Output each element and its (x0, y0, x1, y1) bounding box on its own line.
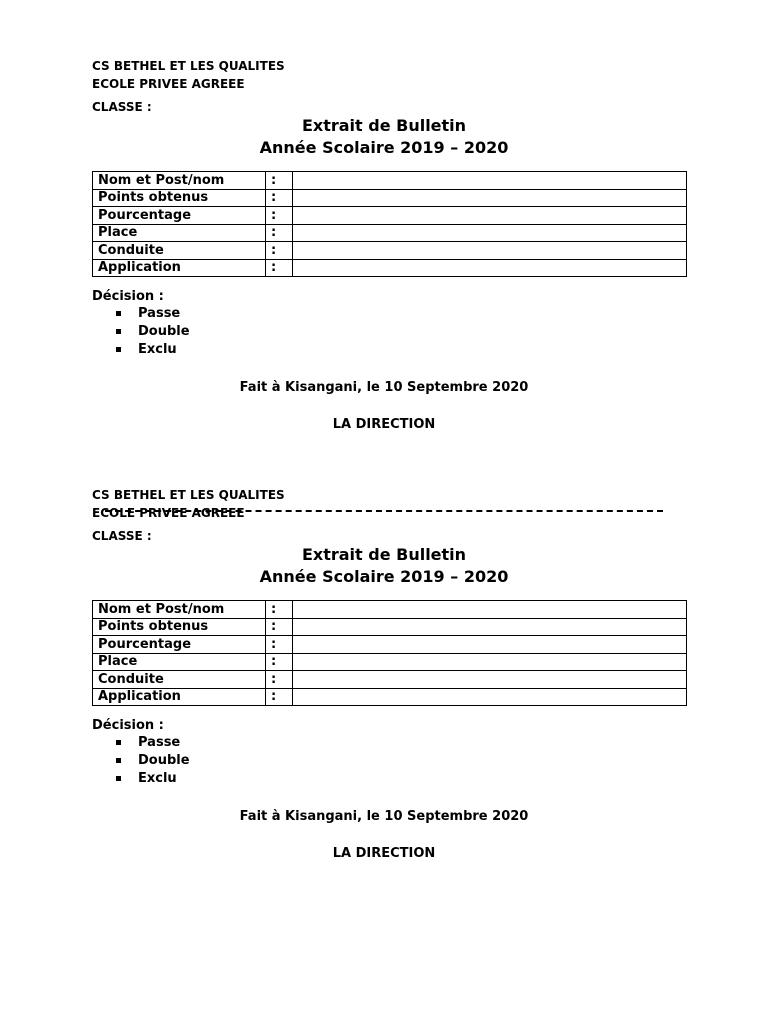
school-year: Année Scolaire 2019 – 2020 (259, 138, 509, 157)
row-value (293, 242, 687, 260)
school-name: CS BETHEL ET LES QUALITES (92, 488, 285, 502)
decision-option-passe: Passe (138, 306, 181, 321)
table-row (93, 653, 687, 671)
table-row (93, 671, 687, 689)
signatory: LA DIRECTION (332, 417, 436, 432)
square-bullet-icon (116, 776, 121, 781)
school-type: ECOLE PRIVEE AGREEE (92, 506, 245, 520)
table-row (93, 259, 687, 277)
decision-option-exclu: Exclu (138, 771, 177, 786)
row-label: Nom et Post/nom (93, 172, 266, 190)
row-colon: : (266, 224, 293, 242)
decision-label: Décision : (92, 289, 164, 304)
table-row (93, 224, 687, 242)
decision-option-double: Double (138, 753, 190, 768)
row-value (293, 172, 687, 190)
table-row (93, 242, 687, 260)
row-colon: : (266, 688, 293, 706)
student-info-table (92, 600, 687, 706)
row-colon: : (266, 189, 293, 207)
row-label: Application (93, 259, 266, 277)
table-row (93, 636, 687, 654)
square-bullet-icon (116, 758, 121, 763)
document-title: Extrait de Bulletin (301, 116, 467, 135)
document-title: Extrait de Bulletin (301, 545, 467, 564)
decision-option-passe: Passe (138, 735, 181, 750)
row-colon: : (266, 671, 293, 689)
student-info-table (92, 171, 687, 277)
square-bullet-icon (116, 347, 121, 352)
table-row (93, 601, 687, 619)
row-colon: : (266, 207, 293, 225)
decision-label: Décision : (92, 718, 164, 733)
row-colon: : (266, 172, 293, 190)
row-label: Application (93, 688, 266, 706)
row-label: Place (93, 224, 266, 242)
row-value (293, 653, 687, 671)
row-label: Points obtenus (93, 618, 266, 636)
row-label: Pourcentage (93, 207, 266, 225)
table-row (93, 688, 687, 706)
row-value (293, 259, 687, 277)
signatory: LA DIRECTION (332, 846, 436, 861)
row-value (293, 636, 687, 654)
row-value (293, 189, 687, 207)
decision-option-double: Double (138, 324, 190, 339)
school-year: Année Scolaire 2019 – 2020 (259, 567, 509, 586)
row-colon: : (266, 242, 293, 260)
place-date: Fait à Kisangani, le 10 Septembre 2020 (239, 809, 529, 824)
school-type: ECOLE PRIVEE AGREEE (92, 77, 245, 91)
row-value (293, 688, 687, 706)
row-label: Pourcentage (93, 636, 266, 654)
square-bullet-icon (116, 740, 121, 745)
table-row (93, 189, 687, 207)
school-name: CS BETHEL ET LES QUALITES (92, 59, 285, 73)
row-colon: : (266, 259, 293, 277)
row-value (293, 224, 687, 242)
table-row (93, 207, 687, 225)
row-label: Conduite (93, 242, 266, 260)
decision-option-exclu: Exclu (138, 342, 177, 357)
row-value (293, 601, 687, 619)
row-colon: : (266, 618, 293, 636)
row-colon: : (266, 636, 293, 654)
square-bullet-icon (116, 311, 121, 316)
row-value (293, 618, 687, 636)
row-label: Points obtenus (93, 189, 266, 207)
row-value (293, 207, 687, 225)
table-row (93, 618, 687, 636)
classe-label: CLASSE : (92, 100, 152, 114)
row-colon: : (266, 601, 293, 619)
table-row (93, 172, 687, 190)
row-colon: : (266, 653, 293, 671)
row-label: Place (93, 653, 266, 671)
place-date: Fait à Kisangani, le 10 Septembre 2020 (239, 380, 529, 395)
row-label: Nom et Post/nom (93, 601, 266, 619)
row-value (293, 671, 687, 689)
classe-label: CLASSE : (92, 529, 152, 543)
square-bullet-icon (116, 329, 121, 334)
row-label: Conduite (93, 671, 266, 689)
